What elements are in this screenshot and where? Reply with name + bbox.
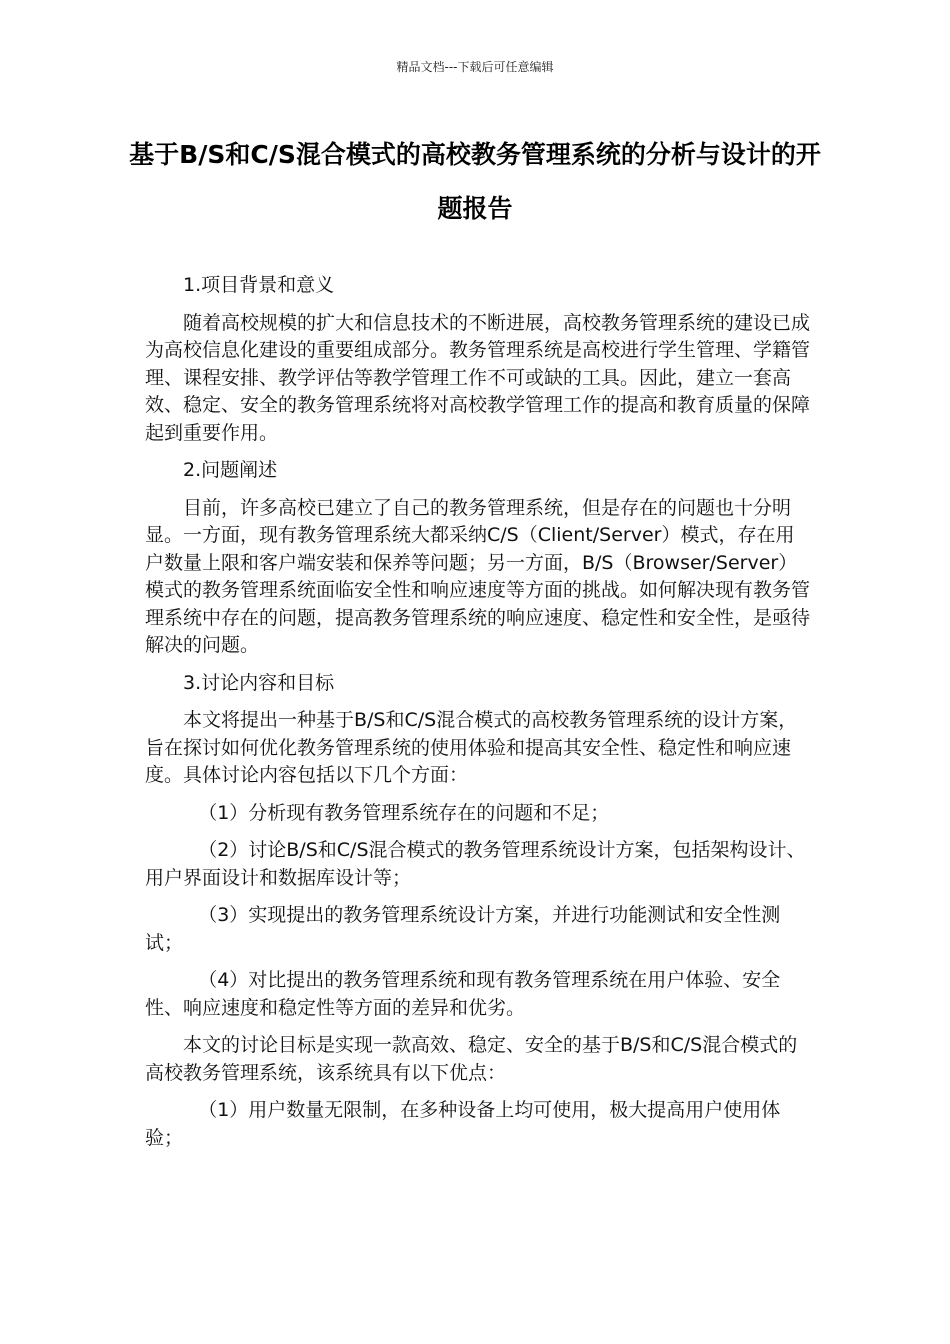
document-body [145, 272, 810, 1162]
list-item-3: （3）实现提出的教务管理系统设计方案，并进行功能测试和安全性测试； [145, 904, 781, 954]
list-item-2: （2）讨论B/S和C/S混合模式的教务管理系统设计方案，包括架构设计、用户界面设计和数据库设计等； [145, 839, 806, 889]
list-item-1: （1）分析现有教务管理系统存在的问题和不足； [198, 801, 610, 824]
document-title: 基于B/S和C/S混合模式的高校教务管理系统的分析与设计的开题报告 [129, 140, 821, 223]
paragraph-problem: 目前，许多高校已建立了自己的教务管理系统，但是存在的问题也十分明显。一方面，现有教务管理系统大都采纳C/S（Client/Server）模式，存在用户数量上限和客户端安装和保养等问题；另一方面，B/S（Browser/Server）模式的教务管理系统面临安全性和响应速度等方面的挑战。如何解决现有教务管理系统中存在的问题，提高教务管理系统的响应速度、稳定性和安全性，是亟待解决的问题。 [145, 496, 811, 656]
advantage-item-1: （1）用户数量无限制，在多种设备上均可使用，极大提高用户使用体验； [145, 1099, 781, 1149]
list-item-4: （4）对比提出的教务管理系统和现有教务管理系统在用户体验、安全性、响应速度和稳定性等方面的差异和优劣。 [145, 969, 781, 1019]
paragraph-background: 随着高校规模的扩大和信息技术的不断进展，高校教务管理系统的建设已成为高校信息化建设的重要组成部分。教务管理系统是高校进行学生管理、学籍管理、课程安排、教学评估等教学管理工作不可或缺的工具。因此，建立一套高效、稳定、安全的教务管理系统将对高校教学管理工作的提高和教育质量的保障起到重要作用。 [145, 311, 811, 444]
paragraph-research-intro: 本文将提出一种基于B/S和C/S混合模式的高校教务管理系统的设计方案，旨在探讨如何优化教务管理系统的使用体验和提高其安全性、稳定性和响应速度。具体讨论内容包括以下几个方面： [145, 709, 798, 786]
section-heading-3: 3.讨论内容和目标 [183, 671, 335, 694]
page-header: 精品文档---下载后可任意编辑 [396, 60, 554, 74]
section-heading-1: 1.项目背景和意义 [183, 274, 335, 296]
section-heading-2: 2.问题阐述 [183, 459, 278, 481]
paragraph-goal: 本文的讨论目标是实现一款高效、稳定、安全的基于B/S和C/S混合模式的高校教务管理系统，该系统具有以下优点： [145, 1034, 798, 1084]
